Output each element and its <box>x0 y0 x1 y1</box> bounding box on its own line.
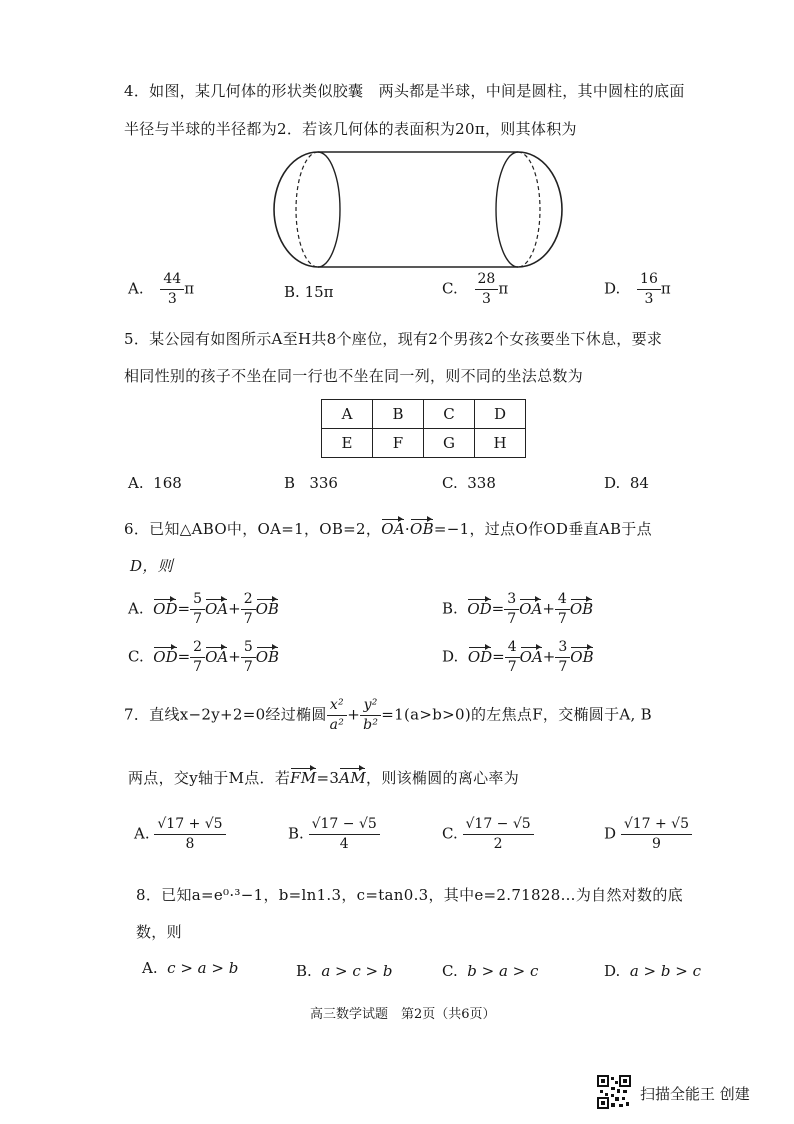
q6-option-b: B. OD= $\frac{3}{7}$ OA+ $\frac{4}{7}$ OB <box>442 591 594 627</box>
q4-line2: 半径与半球的半径都为2．若该几何体的表面积为20π，则其体积为 <box>124 120 577 138</box>
q8-line1: 8．已知a=e⁰·³−1，b=ln1.3，c=tan0.3，其中e=2.71828…为自然对数的底 <box>136 886 683 904</box>
seat-cell: E <box>322 429 373 458</box>
capsule-figure <box>270 146 566 274</box>
q4-line1: 4．如图，某几何体的形状类似胶囊 两头都是半球，中间是圆柱，其中圆柱的底面 <box>124 82 685 100</box>
seat-cell: C <box>424 400 475 429</box>
q5-option-c: C. 338 <box>442 474 496 492</box>
page-footer: 高三数学试题 第2页（共6页） <box>310 1007 496 1022</box>
q6-option-a: A. OD= $\frac{5}{7}$ OA+ $\frac{2}{7}$ OB <box>128 591 279 627</box>
q5-line1: 5．某公园有如图所示A至H共8个座位，现有2个男孩2个女孩要坐下休息，要求 <box>124 330 663 348</box>
q8-option-d: D. a > b > c <box>604 962 701 980</box>
q5-option-b: B 336 <box>284 474 338 492</box>
q7-option-b: B. $\frac{√17 - √5}{4}$ <box>288 815 380 854</box>
q7-line1: 7．直线x−2y+2=0经过椭圆 $\frac{\text{x²}}{\text{a²}}$ + $\frac{\text{y²}}{\text{b²}}$ =1(a>b>0)的左焦点F，交椭圆于A, B <box>124 697 652 733</box>
q5-option-d: D. 84 <box>604 474 649 492</box>
qr-code-icon <box>597 1075 631 1109</box>
q7-option-a: A. $\frac{√17 + √5}{8}$ <box>134 815 226 854</box>
q5-option-a: A. 168 <box>128 474 182 492</box>
q6-line2: D，则 <box>130 557 173 575</box>
seat-cell: F <box>373 429 424 458</box>
q8-line2: 数，则 <box>136 923 182 941</box>
q4-option-c: C. $\frac{28}{3}$ π <box>442 271 509 307</box>
seat-cell: A <box>322 400 373 429</box>
q8-option-b: B. a > c > b <box>296 962 393 980</box>
q4-option-a: A. $\frac{44}{3}$ π <box>128 271 195 307</box>
seat-cell: D <box>475 400 526 429</box>
q8-option-a: A. c > a > b <box>142 959 239 977</box>
seat-cell: G <box>424 429 475 458</box>
q7-option-d: D $\frac{√17 + √5}{9}$ <box>604 815 692 854</box>
q4-option-b: B. 15π <box>284 283 334 301</box>
seat-cell: B <box>373 400 424 429</box>
q6-line1: 6．已知△ABO中，OA=1，OB=2，OA·OB=−1，过点O作OD垂直AB于点 <box>124 520 652 538</box>
q4-option-d: D. $\frac{16}{3}$ π <box>604 271 671 307</box>
q5-line2: 相同性别的孩子不坐在同一行也不坐在同一列，则不同的坐法总数为 <box>124 367 584 385</box>
q7-line2: 两点，交y轴于M点．若FM=3AM，则该椭圆的离心率为 <box>128 769 520 787</box>
seat-table <box>321 399 526 458</box>
q7-option-c: C. $\frac{√17 - √5}{2}$ <box>442 815 534 854</box>
q6-option-c: C. OD= $\frac{2}{7}$ OA+ $\frac{5}{7}$ OB <box>128 639 280 675</box>
q6-option-d: D. OD= $\frac{4}{7}$ OA+ $\frac{3}{7}$ OB <box>442 639 594 675</box>
scanner-watermark: 扫描全能王 创建 <box>640 1085 750 1103</box>
q8-option-c: C. b > a > c <box>442 962 539 980</box>
seat-cell: H <box>475 429 526 458</box>
